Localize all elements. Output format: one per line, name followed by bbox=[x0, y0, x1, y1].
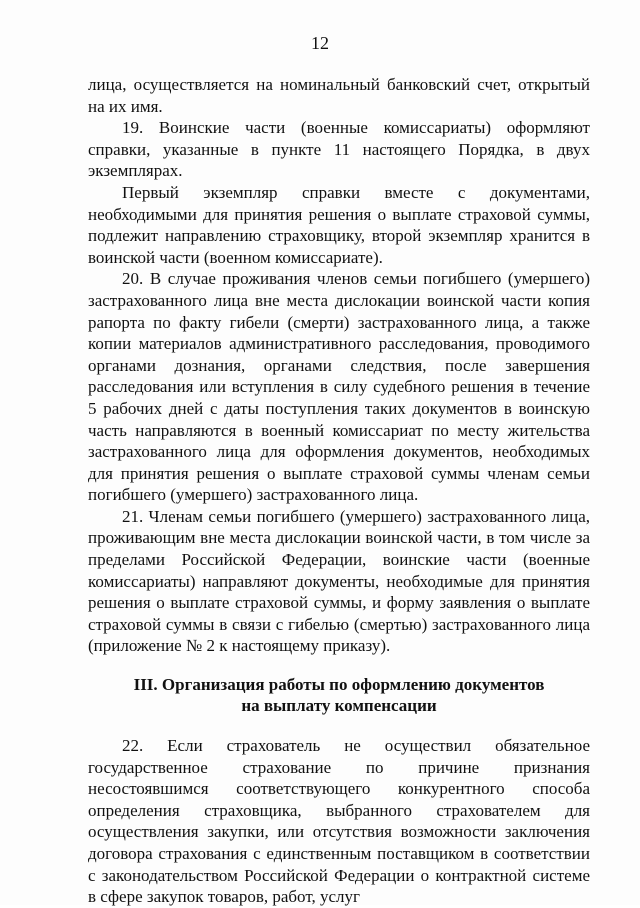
section-heading-line-2: на выплату компенсации bbox=[241, 696, 437, 716]
section-heading-line-1: III. Организация работы по оформлению документов bbox=[133, 675, 545, 695]
document-body bbox=[88, 74, 590, 908]
page-number: 12 bbox=[311, 33, 329, 53]
section-heading bbox=[88, 674, 590, 716]
paragraph-20: 20. В случае проживания членов семьи погибшего (умершего) застрахованного лица вне места дислокации воинской части копия рапорта по факту гибели (смерти) застрахованного лица, а также копии материалов административного расследования, проводимого органами дознания, органами следствия, после завершения расследования или вступления в силу судебного решения в течение 5 рабочих дней с даты поступления таких документов в воинскую часть направляются в военный комиссариат по месту жительства застрахованного лица для оформления документов, необходимых для принятия решения о выплате страховой суммы членам семьи погибшего (умершего) застрахованного лица. bbox=[88, 269, 590, 505]
paragraph-21: 21. Членам семьи погибшего (умершего) застрахованного лица, проживающим вне места дислокации воинской части, в том числе за пределами Российской Федерации, воинские части (военные комиссариаты) направляют документы, необходимые для принятия решения о выплате страховой суммы, и форму заявления о выплате страховой суммы в связи с гибелью (смертью) застрахованного лица (приложение № 2 к настоящему приказу). bbox=[88, 506, 590, 656]
paragraph-19-copies: Первый экземпляр справки вместе с документами, необходимыми для принятия решения о выплате страховой суммы, подлежит направлению страховщику, второй экземпляр хранится в воинской части (военном комиссариате). bbox=[88, 182, 590, 267]
paragraph-22: 22. Если страхователь не осуществил обязательное государственное страхование по причине признания несостоявшимся соответствующего конкурентного способа определения страховщика, выбранного страхователем для осуществления закупки, или отсутствия возможности заключения договора страхования с единственным поставщиком в соответствии с законодательством Российской Федерации о контрактной системе в сфере закупок товаров, работ, услуг bbox=[88, 736, 590, 907]
paragraph-19: 19. Воинские части (военные комиссариаты) оформляют справки, указанные в пункте 11 настоящего Порядка, в двух экземплярах. bbox=[88, 118, 590, 181]
paragraph-continuation: лица, осуществляется на номинальный банковский счет, открытый на их имя. bbox=[88, 75, 590, 116]
